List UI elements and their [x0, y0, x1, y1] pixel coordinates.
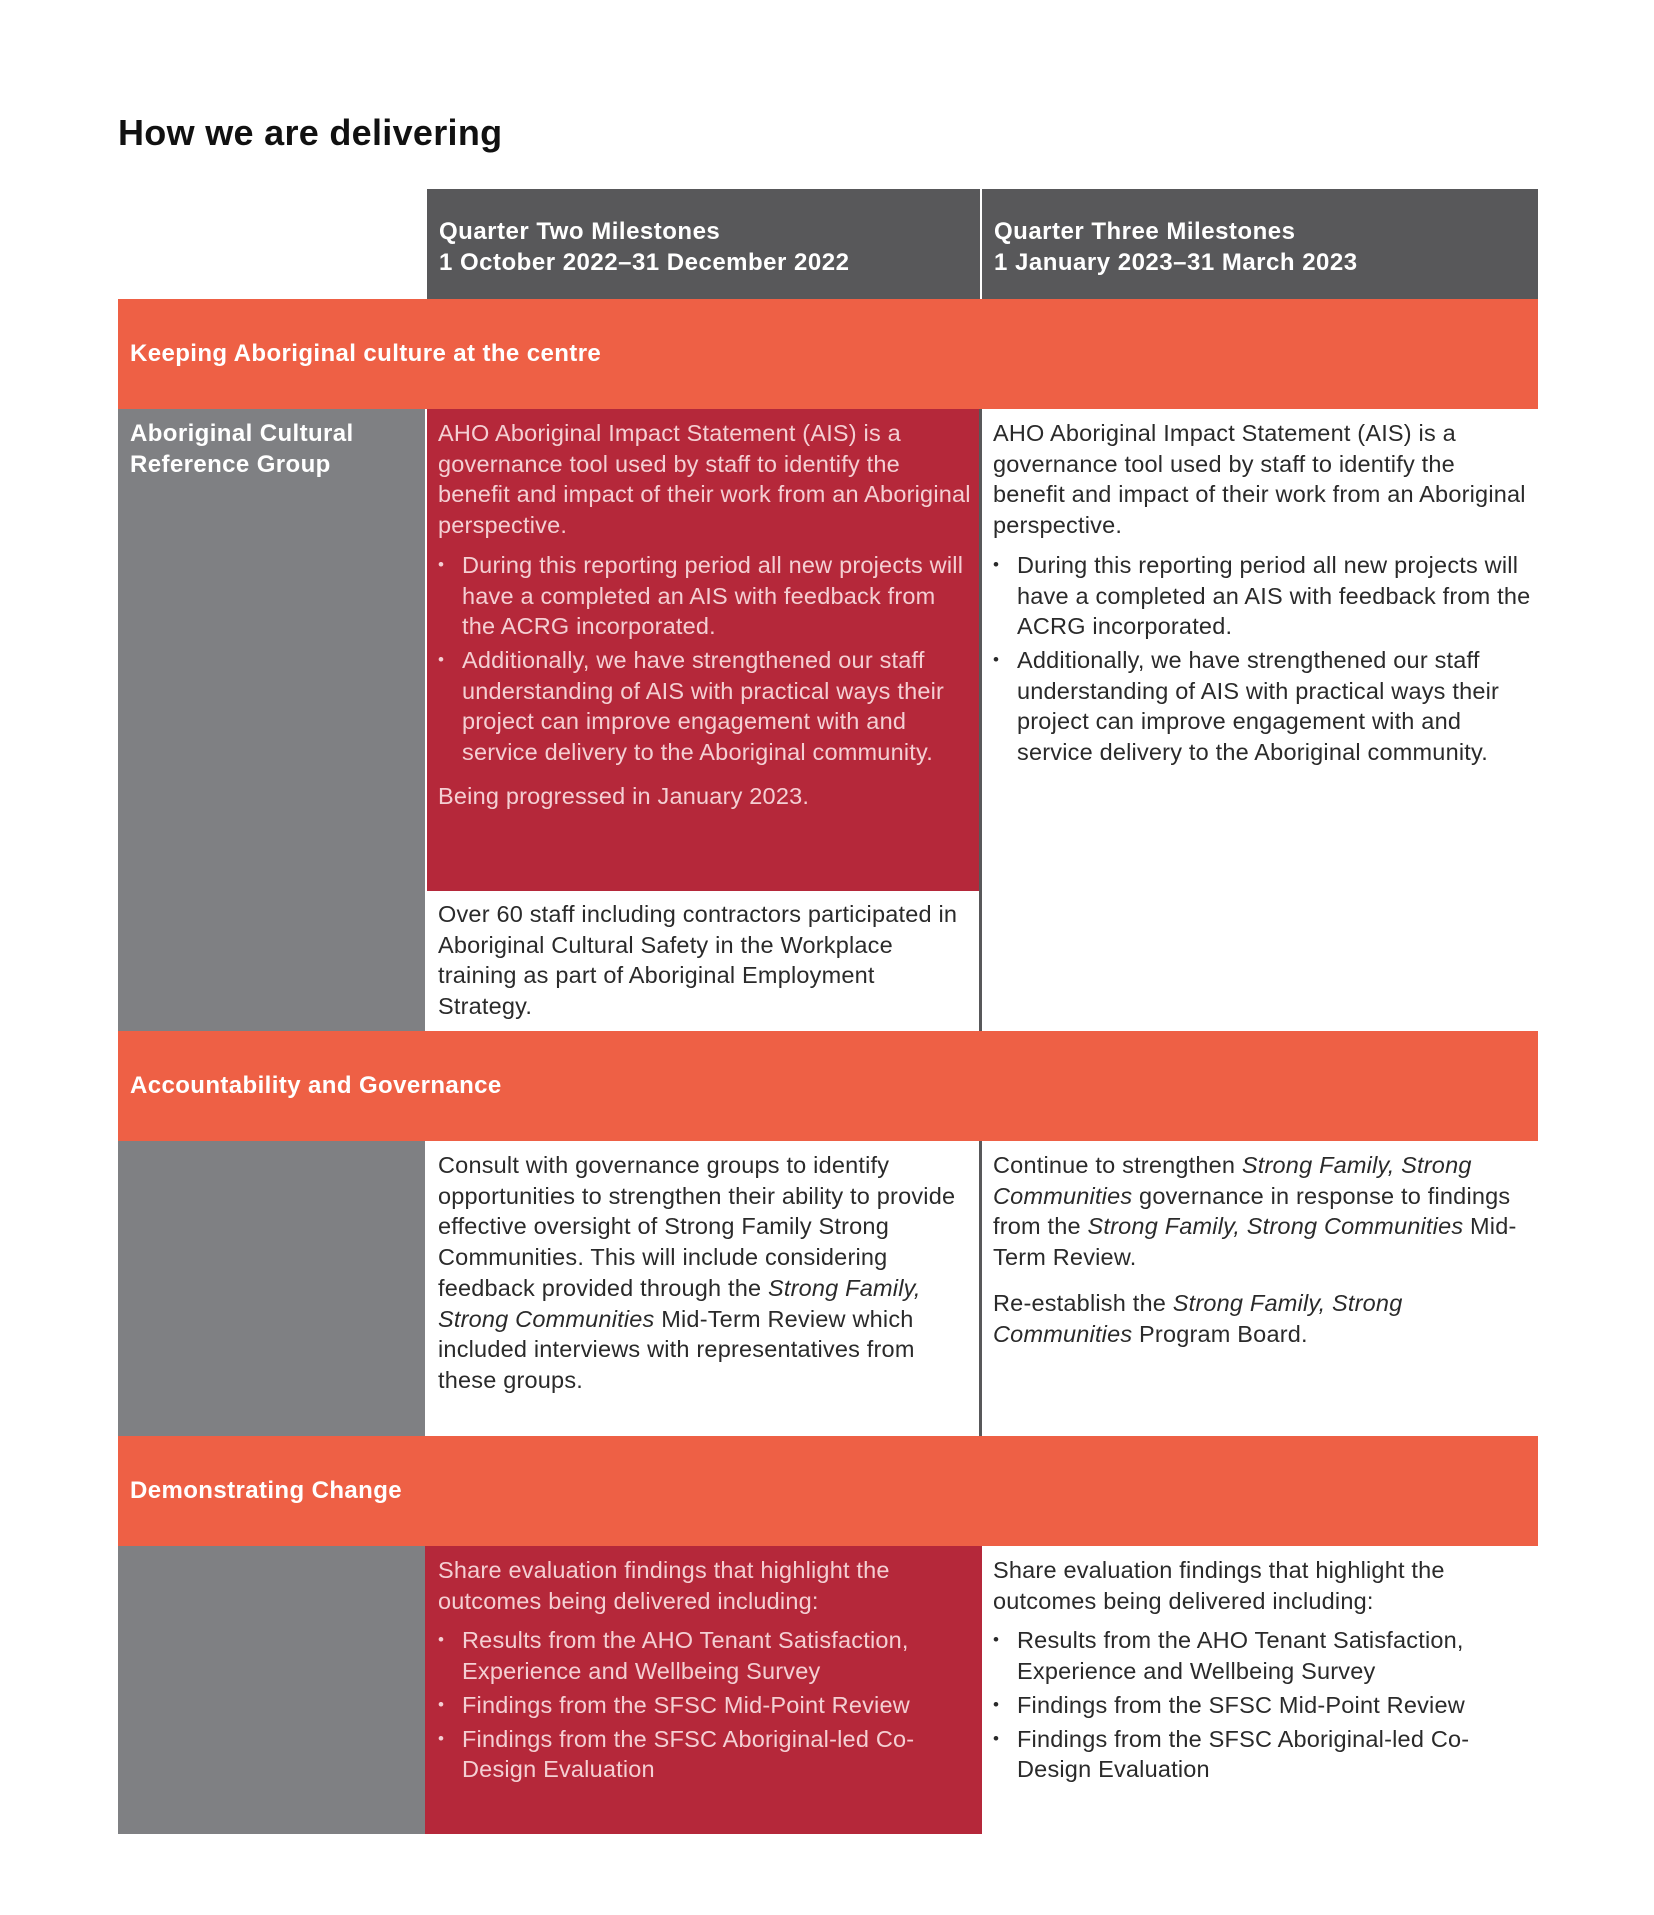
- list-item: • Findings from the SFSC Aboriginal-led Co-Design Evaluation: [993, 1724, 1533, 1785]
- q2-culture-status: Being progressed in January 2023.: [438, 782, 810, 809]
- q3-cell-change: [993, 1555, 1533, 1798]
- column-divider: [979, 1141, 982, 1436]
- q3-cell-governance: [993, 1150, 1523, 1364]
- q2-change-bullets: [438, 1625, 978, 1785]
- row-label-column: [118, 1546, 425, 1834]
- row-label-acrg: Aboriginal Cultural Reference Group: [130, 420, 354, 478]
- section-title: Keeping Aboriginal culture at the centre: [130, 340, 602, 367]
- section-band-governance: [118, 1031, 1538, 1141]
- section-title: Demonstrating Change: [130, 1477, 403, 1504]
- q3-dates: 1 January 2023–31 March 2023: [994, 249, 1358, 276]
- column-divider: [979, 409, 982, 1031]
- section-title: Accountability and Governance: [130, 1072, 502, 1099]
- list-item: • Additionally, we have strengthened our staff understanding of AIS with practical ways their project can improve engagement with and service delivery to the Aboriginal community.: [993, 645, 1533, 768]
- q2-cell-culture-extra: [438, 899, 973, 1037]
- q3-title: Quarter Three Milestones: [994, 218, 1296, 245]
- q2-dates: 1 October 2022–31 December 2022: [439, 249, 850, 276]
- section-band-culture: [118, 299, 1538, 409]
- section-band-change: [118, 1436, 1538, 1546]
- column-header-q2: [427, 189, 980, 299]
- q2-cell-culture: [438, 418, 973, 826]
- list-item: • Results from the AHO Tenant Satisfaction, Experience and Wellbeing Survey: [438, 1625, 978, 1686]
- list-item: • During this reporting period all new projects will have a completed an AIS with feedback from the ACRG incorporated.: [438, 550, 973, 642]
- list-item: • Findings from the SFSC Mid-Point Review: [438, 1690, 978, 1721]
- q2-culture-intro: AHO Aboriginal Impact Statement (AIS) is a governance tool used by staff to identify the benefit and impact of their work from an Aboriginal perspective.: [438, 420, 971, 539]
- row-label-column: [118, 409, 425, 1031]
- q3-culture-intro: AHO Aboriginal Impact Statement (AIS) is a governance tool used by staff to identify the benefit and impact of their work from an Aboriginal perspective.: [993, 420, 1526, 539]
- q3-change-intro: Share evaluation findings that highlight the outcomes being delivered including:: [993, 1557, 1445, 1614]
- q2-culture-bullets: [438, 550, 973, 768]
- row-label-column: [118, 1141, 425, 1436]
- q3-culture-bullets: [993, 550, 1533, 768]
- list-item: • Findings from the SFSC Aboriginal-led Co-Design Evaluation: [438, 1724, 978, 1785]
- list-item: • During this reporting period all new projects will have a completed an AIS with feedback from the ACRG incorporated.: [993, 550, 1533, 642]
- q3-change-bullets: [993, 1625, 1533, 1785]
- q2-culture-extra: Over 60 staff including contractors participated in Aboriginal Cultural Safety in the Workplace training as part of Aboriginal Employment Strategy.: [438, 901, 958, 1020]
- q2-cell-governance: [438, 1150, 973, 1411]
- q2-governance-text: Consult with governance groups to identify opportunities to strengthen their ability to provide effective oversight of Strong Family Strong Communities. This will include considering feedback provided through the Strong Family, Strong Communities Mid-Term Review which included interviews with representatives from these groups.: [438, 1152, 956, 1393]
- list-item: • Results from the AHO Tenant Satisfaction, Experience and Wellbeing Survey: [993, 1625, 1533, 1686]
- page-title: How we are delivering: [118, 112, 503, 153]
- list-item: • Additionally, we have strengthened our staff understanding of AIS with practical ways their project can improve engagement with and service delivery to the Aboriginal community.: [438, 645, 973, 768]
- q3-governance-p2: Re-establish the Strong Family, Strong Communities Program Board.: [993, 1289, 1403, 1347]
- q2-title: Quarter Two Milestones: [439, 218, 721, 245]
- column-header-q3: [982, 189, 1538, 299]
- list-item: • Findings from the SFSC Mid-Point Review: [993, 1690, 1533, 1721]
- q2-change-intro: Share evaluation findings that highlight the outcomes being delivered including:: [438, 1557, 890, 1614]
- q3-cell-culture: [993, 418, 1533, 781]
- q2-cell-change: [438, 1555, 978, 1798]
- q3-governance-p1: Continue to strengthen Strong Family, Strong Communities governance in response to findings from the Strong Family, Strong Communities Mid-Term Review.: [993, 1152, 1517, 1271]
